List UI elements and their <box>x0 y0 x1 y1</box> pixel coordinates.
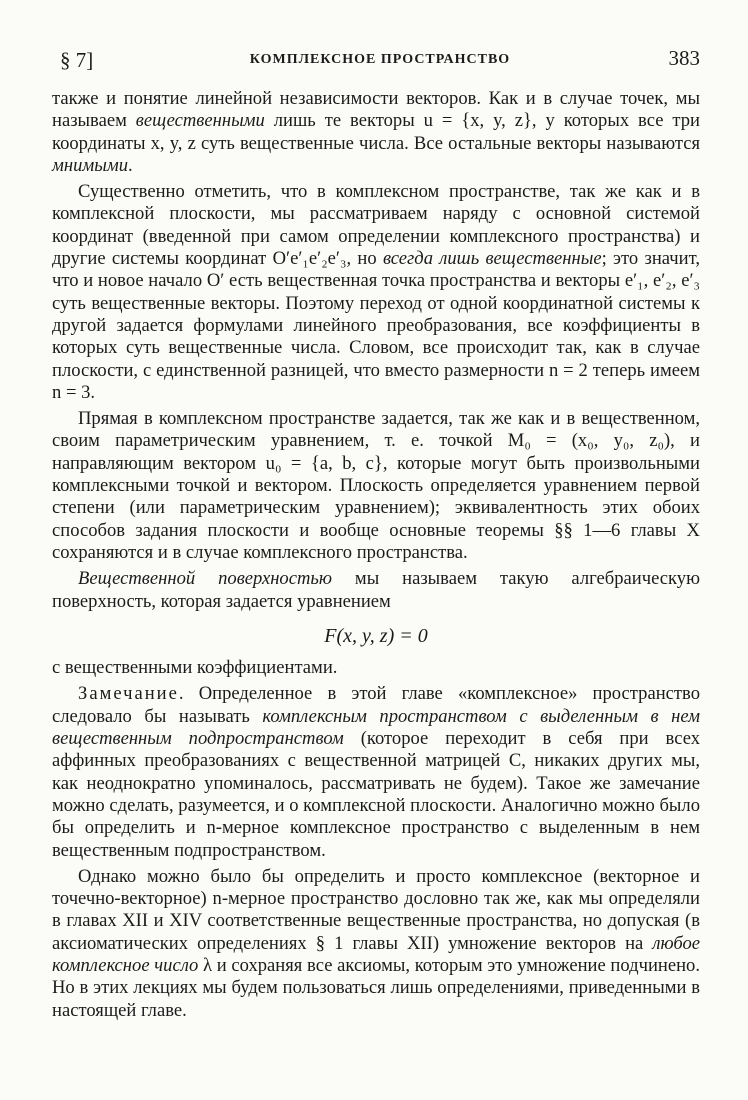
p2-emph: всегда лишь вещественные <box>382 248 602 270</box>
paragraph-real-surface <box>52 568 700 613</box>
section-marker: § 7] <box>60 48 94 72</box>
paragraph-remark <box>52 683 700 861</box>
paragraph-coefficients: с вещественными коэффициентами. <box>52 657 338 679</box>
page-number: 383 <box>668 46 700 70</box>
p1-text-a: также и понятие линейной независимости векторов. Как и в случае точек, мы называем <box>52 88 700 132</box>
p7-text-c: λ и сохраняя все аксиомы, которым это умножение подчинено. Но в этих лекциях мы будем пользоваться лишь определениями, приведенными в настоящей главе. <box>52 954 700 1021</box>
p1-emph-imaginary: мнимыми <box>52 154 129 176</box>
page-body <box>52 88 700 1022</box>
surface-equation: F(x, y, z) = 0 <box>324 624 428 647</box>
p7-text-a: Однако можно было бы определить и просто комплексное (векторное и точечно-векторное) n-мерное пространство дословно так же, как мы определяли в главах XII и XIV соответственные вещественные пространства, но допуская (в аксиоматических определениях § 1 главы XII) умножение векторов на <box>52 865 700 954</box>
p2-text-a: Существенно отметить, что в комплексном пространстве, так же как и в комплексной плоскости, мы рассматриваем наряду с основной системой координат (введенной при самом определении комплексного пространства) и другие системы координат O′e′₁e′₂e′₃, но <box>52 181 700 270</box>
paragraph-n-dimensional <box>52 866 700 1022</box>
p1-text-e: . <box>128 154 133 176</box>
remark-label: Замечание <box>78 683 179 705</box>
running-title: КОМПЛЕКСНОЕ ПРОСТРАНСТВО <box>249 52 511 67</box>
p6-emph: комплексным пространством с выделенным в нем вещественным подпространством <box>52 705 700 750</box>
paragraph-coordinates <box>52 181 700 404</box>
p2-text-c: ; это значит, что и новое начало O′ есть вещественная точка пространства и векторы e′₁, e′₂, e′₃ суть вещественные векторы. Поэтому переход от одной координатной системы к другой задается формулами линейного преобразования, все коэффициенты в которых суть вещественные числа. Словом, все происходит так, как в случае плоскости, с единственной разницей, что вместо размерности n = 2 теперь имеем n = 3. <box>52 248 700 403</box>
p7-emph: любое комплексное число <box>52 932 700 976</box>
paragraph-line-plane: Прямая в комплексном пространстве задается, так же как и в вещественном, своим параметрическим уравнением, т. е. точкой M₀ = (x₀, y₀, z₀), и направляющим вектором u₀ = {a, b, c}, которые могут быть произвольными комплексными точкой и вектором. Плоскость определяется уравнением первой степени (или параметрическим уравнением); эквивалентность этих обоих способов задания плоскости и вообще основные теоремы §§ 1—6 главы X сохраняются и в случае комплексного пространства. <box>52 408 700 563</box>
p6-text-c: (которое переходит в себя при всех аффинных преобразованиях с вещественной матрицей C, никаких других мы, как неоднократно упоминалось, рассматривать не будем). Такое же замечание можно сделать, разумеется, и о комплексной плоскости. Аналогично можно было бы определить и n-мерное комплексное пространство с выделенным в нем вещественным подпространством. <box>52 728 700 861</box>
p1-text-c: лишь те векторы u = {x, y, z}, у которых все три координаты x, y, z суть вещественные числа. Все остальные векторы называются <box>52 110 700 154</box>
paragraph-vectors <box>52 88 700 177</box>
p4-emph: Вещественной поверхностью <box>78 568 332 590</box>
page-header <box>60 44 700 74</box>
p1-emph-real: вещественными <box>135 110 265 132</box>
p6-text-a: . Определенное в этой главе «комплексное» пространство следовало бы называть <box>52 683 700 727</box>
p4-text-b: мы называем такую алгебраическую поверхность, которая задается уравнением <box>52 568 700 612</box>
